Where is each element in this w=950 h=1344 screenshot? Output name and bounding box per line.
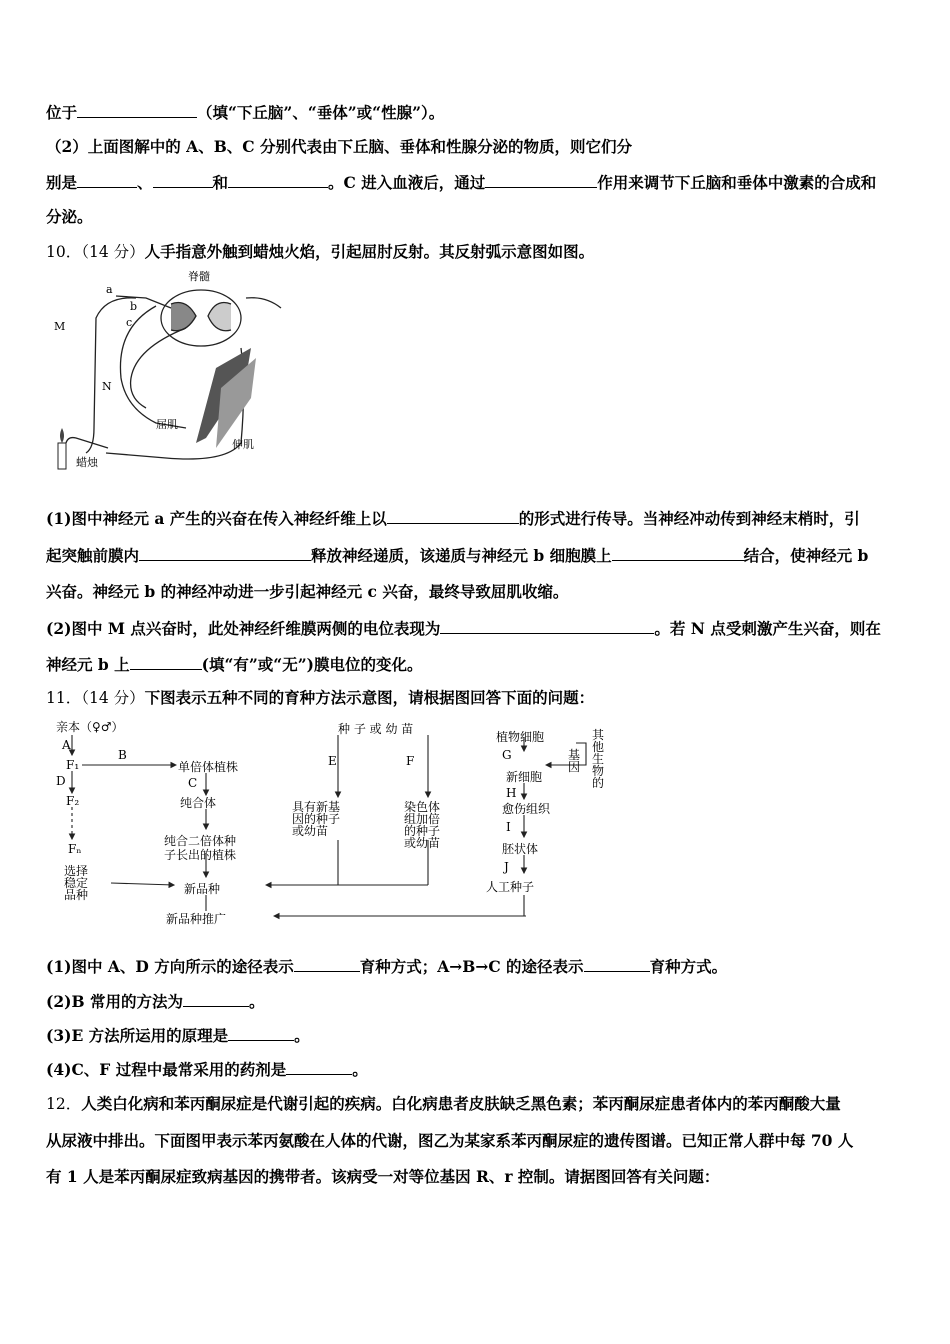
q11-p1: (1)图中 A、D 方向所示的途径表示 育种方式；A→B→C 的途径表示 育种方式。 <box>46 957 728 976</box>
q12-line1: 12．人类白化病和苯丙酮尿症是代谢引起的疾病。白化病患者皮肤缺乏黑色素；苯丙酮尿症患者体内的苯丙酮酸大量 <box>46 1094 841 1113</box>
label-newgene1: 具有新基 <box>292 800 341 814</box>
answer-blank[interactable] <box>387 508 519 524</box>
answer-blank[interactable] <box>294 956 360 972</box>
q10-p3: 兴奋。神经元 b 的神经冲动进一步引起神经元 c 兴奋，最终导致屈肌收缩。 <box>46 582 569 601</box>
answer-blank[interactable] <box>612 545 744 561</box>
label-newcell: 新细胞 <box>506 770 543 784</box>
label-F1: F₁ <box>66 758 80 772</box>
q11-stem: 11．（14 分）下图表示五种不同的育种方法示意图，请根据图回答下面的问题： <box>46 688 595 707</box>
label-chrom3: 的种子 <box>404 824 441 838</box>
efferent-nerve <box>131 328 186 408</box>
q10-stem: 10．（14 分）人手指意外触到蜡烛火焰，引起屈肘反射。其反射弧示意图如图。 <box>46 242 595 261</box>
label-newgene2: 因的种子 <box>292 812 341 826</box>
label-select3: 品种 <box>64 888 89 902</box>
label-plantcell: 植物细胞 <box>496 730 545 744</box>
label-H: H <box>506 786 517 800</box>
label-c: c <box>126 316 133 329</box>
label-C: C <box>188 776 198 790</box>
label-embryoid: 胚状体 <box>502 842 539 856</box>
label-A: A <box>62 738 71 752</box>
label-select2: 稳定 <box>64 876 89 890</box>
q9-line1: 位于 （填“下丘脑”、“垂体”或“性腺”）。 <box>46 103 445 122</box>
label-newgene3: 或幼苗 <box>292 824 329 838</box>
label-I: I <box>506 820 511 834</box>
label-b: b <box>130 300 138 313</box>
answer-blank[interactable] <box>286 1059 352 1075</box>
q10-p4: (2)图中 M 点兴奋时，此处神经纤维膜两侧的电位表现为 。若 N 点受刺激产生兴奋，则在 <box>46 619 881 638</box>
label-F: F <box>406 754 415 768</box>
label-seed: 种 子 或 幼 苗 <box>338 722 414 736</box>
label-gene2: 因 <box>568 760 581 774</box>
label-othergene1: 其 <box>592 728 605 742</box>
label-B: B <box>118 748 127 762</box>
label-a: a <box>106 283 113 296</box>
answer-blank[interactable] <box>228 172 328 188</box>
breeding-methods-figure <box>56 715 616 930</box>
answer-blank[interactable] <box>440 618 654 634</box>
label-callus: 愈伤组织 <box>502 802 551 816</box>
label-newvar: 新品种 <box>184 882 221 896</box>
label-D: D <box>56 774 66 788</box>
answer-blank[interactable] <box>228 1025 294 1041</box>
label-select1: 选择 <box>64 864 89 878</box>
q10-p1: (1)图中神经元 a 产生的兴奋在传入神经纤维上以 的形式进行传导。当神经冲动传到神经末梢时，引 <box>46 509 860 528</box>
grey-matter-left <box>171 303 196 331</box>
label-othergene2: 他 <box>592 740 605 754</box>
candle-icon <box>58 443 66 469</box>
label-G: G <box>502 748 512 762</box>
grey-matter-right <box>208 303 231 331</box>
label-diploid2: 子长出的植株 <box>164 848 237 862</box>
label-chrom1: 染色体 <box>404 800 441 814</box>
label-promote: 新品种推广 <box>166 912 227 926</box>
label-Fn: Fₙ <box>68 842 82 856</box>
label-gene1: 基 <box>568 748 581 762</box>
label-M: M <box>54 320 66 333</box>
q11-p4: (4)C、F 过程中最常采用的药剂是 。 <box>46 1060 368 1079</box>
q9-line3: 别是 、 和 。C 进入血液后，通过 作用来调节下丘脑和垂体中激素的合成和 <box>46 173 877 192</box>
reflex-arc-figure <box>46 268 286 478</box>
label-E: E <box>328 754 337 768</box>
label-spinal: 脊髓 <box>188 270 210 283</box>
answer-blank[interactable] <box>77 172 137 188</box>
label-othergene3: 生 <box>592 752 605 766</box>
q9-line4: 分泌。 <box>46 207 93 226</box>
label-F2: F₂ <box>66 794 80 808</box>
label-othergene4: 物 <box>592 764 605 778</box>
answer-blank[interactable] <box>139 545 311 561</box>
answer-blank[interactable] <box>77 102 197 118</box>
answer-blank[interactable] <box>584 956 650 972</box>
label-pure: 纯合体 <box>180 796 217 810</box>
label-candle: 蜡烛 <box>76 456 98 469</box>
q12-line2: 从尿液中排出。下面图甲表示苯丙氨酸在人体的代谢，图乙为某家系苯丙酮尿症的遗传图谱。已知正常人群中每 70 人 <box>46 1131 854 1150</box>
q11-p2: (2)B 常用的方法为 。 <box>46 992 265 1011</box>
hand <box>66 438 108 448</box>
label-chrom2: 组加倍 <box>404 812 441 826</box>
label-othergene5: 的 <box>592 776 605 790</box>
flame-icon <box>60 428 64 443</box>
label-diploid1: 纯合二倍体种 <box>164 834 237 848</box>
answer-blank[interactable] <box>183 991 249 1007</box>
answer-blank[interactable] <box>153 172 213 188</box>
label-parent: 亲本（♀♂） <box>56 720 124 734</box>
q9-line2: （2）上面图解中的 A、B、C 分别代表由下丘脑、垂体和性腺分泌的物质，则它们分 <box>46 137 633 156</box>
label-chrom4: 或幼苗 <box>404 836 441 850</box>
label-artseed: 人工种子 <box>486 880 535 894</box>
label-extensor: 伸肌 <box>232 438 254 451</box>
label-J: J <box>504 860 509 874</box>
answer-blank[interactable] <box>130 654 202 670</box>
q10-p2: 起突触前膜内 释放神经递质，该递质与神经元 b 细胞膜上 结合，使神经元 b <box>46 546 869 565</box>
q12-line3: 有 1 人是苯丙酮尿症致病基因的携带者。该病受一对等位基因 R、r 控制。请据图回答有关问题： <box>46 1167 720 1186</box>
label-haploid: 单倍体植株 <box>178 760 239 774</box>
q10-p5: 神经元 b 上 (填“有”或“无”)膜电位的变化。 <box>46 655 423 674</box>
q11-p3: (3)E 方法所运用的原理是 。 <box>46 1026 310 1045</box>
label-N: N <box>102 380 112 393</box>
answer-blank[interactable] <box>485 172 597 188</box>
label-flexor: 屈肌 <box>156 418 178 431</box>
